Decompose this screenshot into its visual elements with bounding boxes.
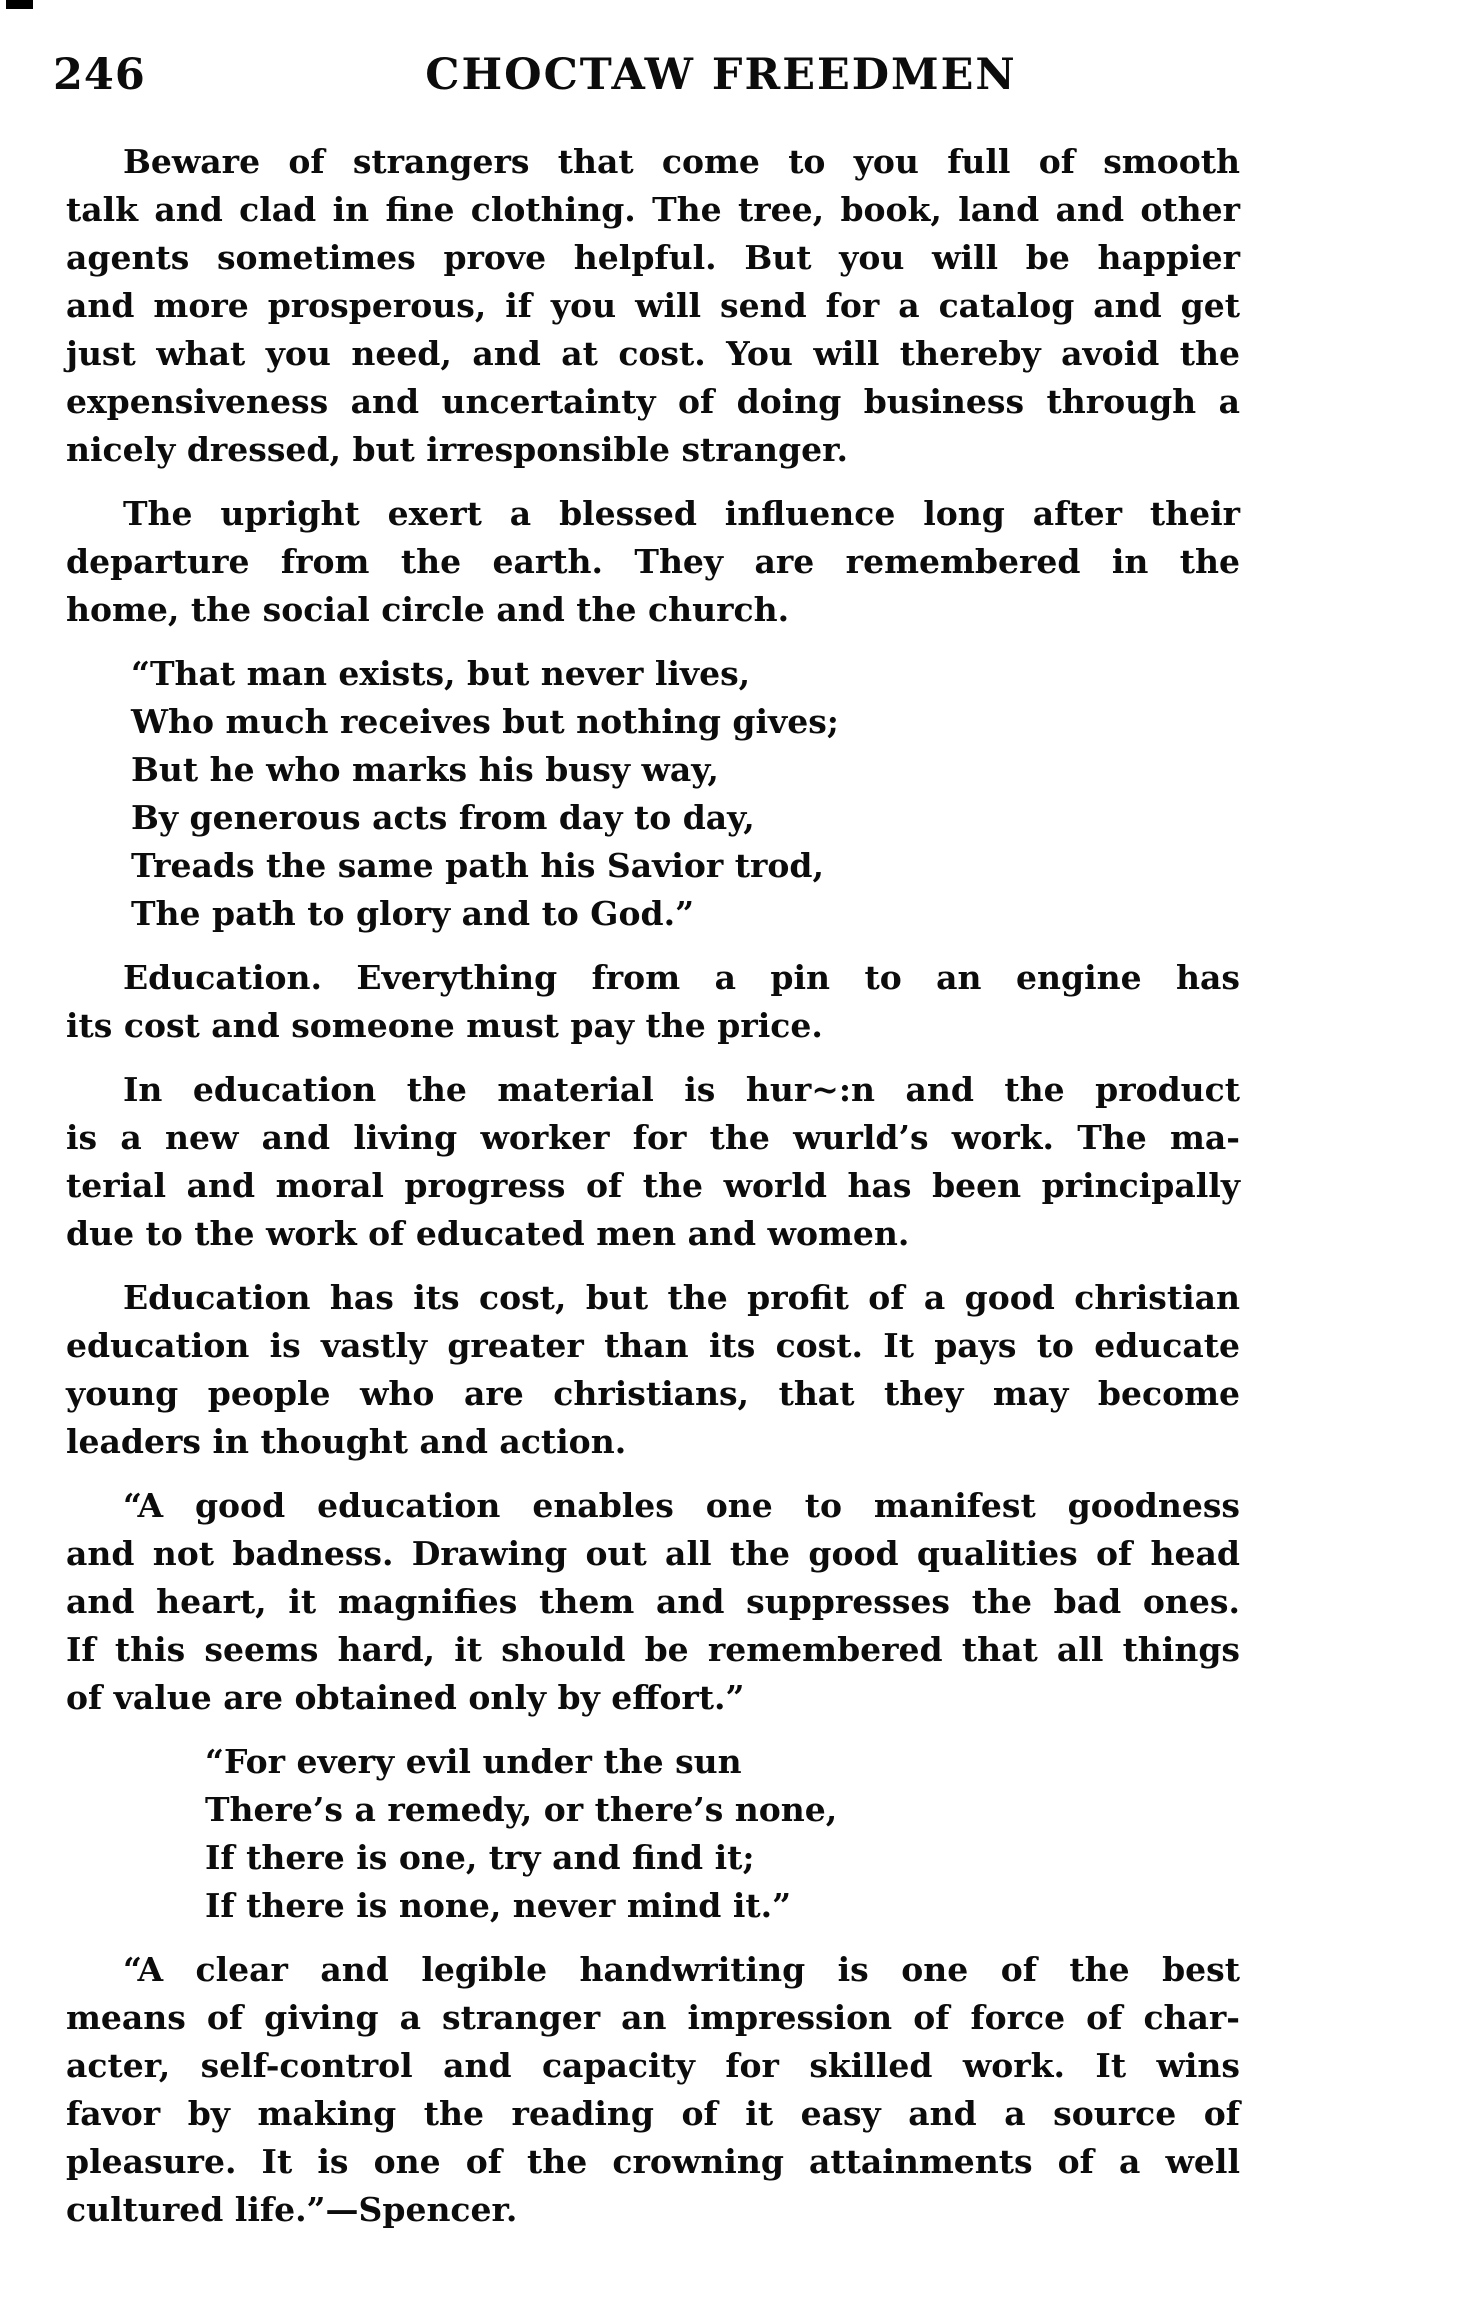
- text-line: Who much receives but nothing gives;: [131, 702, 839, 741]
- text-line: and heart, it magnifies them and suppresses the bad ones.: [66, 1582, 1240, 1621]
- text-line: “A good education enables one to manifest goodness: [123, 1486, 1240, 1525]
- text-line: Treads the same path his Savior trod,: [131, 846, 824, 885]
- paragraph: [66, 1274, 1240, 1466]
- text-line: means of giving a stranger an impression of force of char-: [66, 1998, 1240, 2037]
- text-line: pleasure. It is one of the crowning attainments of a well: [66, 2142, 1240, 2181]
- paragraph: [66, 490, 1240, 634]
- text-line: The upright exert a blessed influence long after their: [123, 494, 1240, 533]
- paragraph: [66, 1946, 1240, 2234]
- page-text: [66, 138, 1240, 2234]
- text-line: departure from the earth. They are remembered in the: [66, 542, 1240, 581]
- text-line: Beware of strangers that come to you full of smooth: [123, 142, 1240, 181]
- text-line: education is vastly greater than its cost. It pays to educate: [66, 1326, 1240, 1365]
- text-line: and not badness. Drawing out all the good qualities of head: [66, 1534, 1240, 1573]
- text-line: Education has its cost, but the profit of a good christian: [123, 1278, 1240, 1317]
- text-line: and more prosperous, if you will send for a catalog and get: [66, 286, 1240, 325]
- text-line: If there is one, try and find it;: [205, 1838, 755, 1877]
- text-line: If this seems hard, it should be remembered that all things: [66, 1630, 1240, 1669]
- text-line: talk and clad in fine clothing. The tree, book, land and other: [66, 190, 1240, 229]
- text-line: its cost and someone must pay the price.: [66, 1006, 823, 1045]
- text-line: favor by making the reading of it easy and a source of: [66, 2094, 1240, 2133]
- paragraph: [66, 138, 1240, 474]
- text-line: expensiveness and uncertainty of doing business through a: [66, 382, 1240, 421]
- text-line: leaders in thought and action.: [66, 1422, 627, 1461]
- page-header: [0, 50, 1479, 106]
- text-line: But he who marks his busy way,: [131, 750, 719, 789]
- text-line: of value are obtained only by effort.”: [66, 1678, 745, 1717]
- text-line: There’s a remedy, or there’s none,: [205, 1790, 838, 1829]
- text-line: young people who are christians, that they may become: [66, 1374, 1240, 1413]
- text-line: Education. Everything from a pin to an engine has: [123, 958, 1240, 997]
- paragraph: [66, 1482, 1240, 1722]
- paragraph: [66, 1066, 1240, 1258]
- running-title: CHOCTAW FREEDMEN: [425, 50, 1017, 100]
- text-line: agents sometimes prove helpful. But you will be happier: [66, 238, 1240, 277]
- poem-stanza: [131, 650, 1240, 938]
- scan-artifact: [6, 0, 33, 9]
- text-line: just what you need, and at cost. You will thereby avoid the: [66, 334, 1240, 373]
- text-line: nicely dressed, but irresponsible stranger.: [66, 430, 848, 469]
- text-line: due to the work of educated men and women.: [66, 1214, 910, 1253]
- text-line: acter, self-control and capacity for skilled work. It wins: [66, 2046, 1240, 2085]
- text-line: “That man exists, but never lives,: [131, 654, 751, 693]
- text-line: “For every evil under the sun: [205, 1742, 742, 1781]
- text-line: cultured life.”—Spencer.: [66, 2190, 518, 2229]
- text-line: If there is none, never mind it.”: [205, 1886, 792, 1925]
- text-line: is a new and living worker for the wurld’s work. The ma-: [66, 1118, 1240, 1157]
- poem-stanza: [205, 1738, 1240, 1930]
- paragraph: [66, 954, 1240, 1050]
- text-line: terial and moral progress of the world has been principally: [66, 1166, 1240, 1205]
- page-number: 246: [53, 50, 146, 100]
- text-line: home, the social circle and the church.: [66, 590, 790, 629]
- text-line: In education the material is hur~:n and the product: [123, 1070, 1240, 1109]
- text-line: “A clear and legible handwriting is one of the best: [123, 1950, 1240, 1989]
- text-line: The path to glory and to God.”: [131, 894, 695, 933]
- text-line: By generous acts from day to day,: [131, 798, 755, 837]
